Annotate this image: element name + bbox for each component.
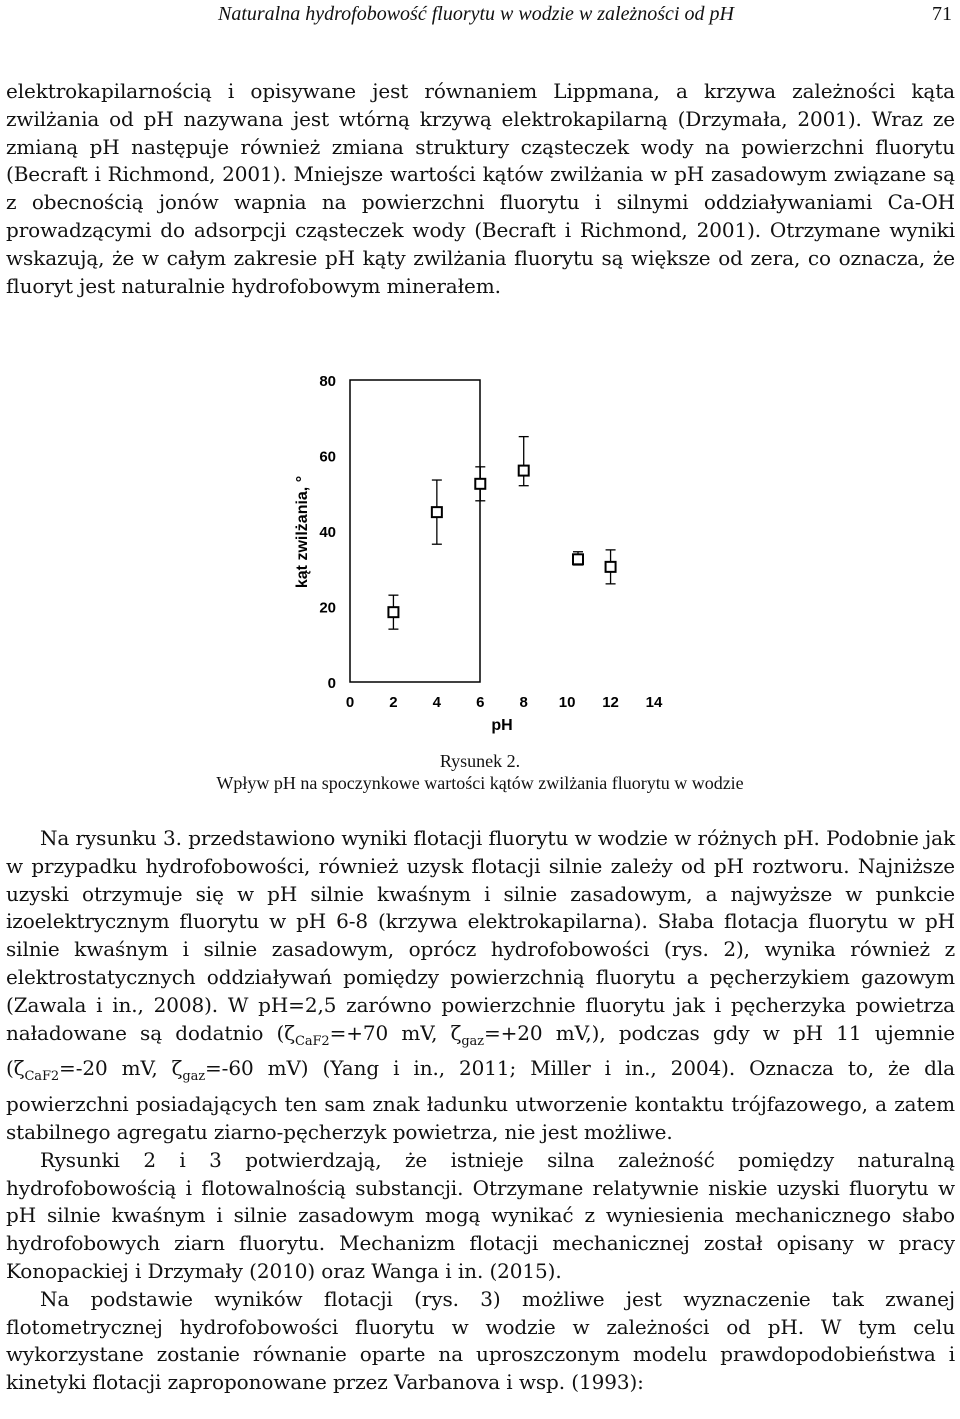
paragraph-3: Rysunki 2 i 3 potwierdzają, że istnieje silna zależność pomiędzy naturalną hydrofobowością i flotowalnością substancji. Otrzymane relatywnie niskie uzyski fluorytu w pH silnie kwaśnym i silnie zasadowym mogą wynikać z wyniesienia mechanicznego słabo hydrofobowych ziarn fluorytu. Mechanizm flotacji mechanicznej został opisany w pracy Konopackiej i Drzymały (2010) oraz Wanga i in. (2015). (6, 1147, 955, 1283)
figure-caption: Wpływ pH na spoczynkowe wartości kątów zwilżania fluorytu w wodzie (216, 773, 744, 793)
x-tick-label: 6 (476, 694, 485, 711)
x-tick-label: 10 (558, 694, 576, 711)
data-point (606, 562, 616, 572)
running-title: Naturalna hydrofobowość fluorytu w wodzie w zależności od pH (218, 3, 734, 25)
paragraph-2 (6, 825, 955, 1147)
y-tick-label: 0 (327, 675, 336, 692)
paragraph-1-text: elektrokapilarnością i opisywane jest równaniem Lippmana, a krzywa zależności kąta zwilżania od pH nazywana jest wtórną krzywą elektrokapilarną (Drzymała, 2001). Wraz ze zmianą pH następuje również zmiana struktury cząsteczek wody na powierzchni fluorytu (Becraft i Richmond, 2001). Mniejsze wartości kątów zwilżania w pH zasadowym związane są z obecnością jonów wapnia na powierzchni fluorytu i silnymi oddziaływaniami Ca-OH prowadzącymi do adsorpcji cząsteczek wody (Becraft i Richmond, 2001). Otrzymane wyniki wskazują, że w całym zakresie pH kąty zwilżania fluorytu są większe od zera, co oznacza, że fluoryt jest naturalnie hydrofobowym minerałem. (6, 79, 955, 298)
y-tick-label: 60 (319, 448, 336, 466)
data-point (519, 466, 529, 476)
page-number: 71 (932, 3, 952, 25)
contact-angle-chart (0, 360, 960, 750)
paragraph-4: Na podstawie wyników flotacji (rys. 3) możliwe jest wyznaczenie tak zwanej flotometrycznej hydrofobowości fluorytu w wodzie w zależności od pH. W tym celu wykorzystane zostanie równanie oparte na uproszczonym modelu prawdopodobieństwa i kinetyki flotacji zaproponowane przez Varbanova i wsp. (1993): (6, 1286, 955, 1395)
paragraph-2-text: =-60 mV) (Yang i in., 2011; Miller i in., 2004). Oznacza to, że dla powierzchni posiadających ten sam znak ładunku utworzenie kontaktu trójfazowego, a zatem stabilnego agregatu ziarno-pęcherzyk powietrza, nie jest możliwe. (6, 1056, 955, 1144)
paragraph-2-text: =+70 mV, ζ (329, 1020, 462, 1045)
figure-label: Rysunek 2. (439, 751, 521, 771)
zeta-subscript-caf2: CaF2 (24, 1069, 60, 1085)
y-tick-label: 80 (319, 373, 336, 390)
data-point (432, 507, 442, 517)
y-tick-label: 40 (319, 524, 336, 541)
plot-frame (350, 380, 480, 682)
y-tick-label: 20 (319, 599, 336, 617)
paragraph-2-text: =+20 mV,), podczas gdy w pH 11 ujemnie (ζ (6, 1020, 955, 1081)
x-axis-label: pH (491, 717, 513, 734)
data-point (475, 479, 485, 489)
y-axis-label: kąt zwilżania, ° (294, 475, 311, 589)
x-tick-label: 2 (389, 694, 398, 711)
x-tick-label: 14 (645, 694, 663, 711)
data-point (388, 607, 398, 617)
x-tick-label: 4 (432, 694, 442, 711)
x-tick-label: 12 (602, 694, 619, 711)
figure-2 (0, 360, 960, 800)
paragraph-2-text: =-20 mV, ζ (59, 1056, 183, 1081)
running-header (0, 0, 960, 40)
paragraph-1 (6, 78, 955, 300)
body-text-lower (6, 825, 955, 1397)
zeta-subscript-gaz: gaz (182, 1069, 205, 1085)
paragraph-2-text: Na rysunku 3. przedstawiono wyniki flotacji fluorytu w wodzie w różnych pH. Podobnie jak w przypadku hydrofobowości, również uzysk flotacji silnie zależy od pH roztworu. Najniższe uzyski otrzymuje się w pH silnie kwaśnym i silnie zasadowym, a najwyższe w punkcie izoelektrycznym fluorytu w pH 6-8 (krzywa elektrokapilarna). Słaba flotacja fluorytu w pH silnie kwaśnym i silnie zasadowym, oprócz hydrofobowości (rys. 2), wynika również z elektrostatycznych oddziaływań pomiędzy powierzchnią fluorytu a pęcherzykiem gazowym (Zawala i in., 2008). W pH=2,5 zarówno powierzchnie fluorytu jak i pęcherzyka powietrza naładowane są dodatnio (ζ (6, 826, 955, 1045)
x-tick-label: 8 (519, 694, 528, 711)
zeta-subscript-caf2: CaF2 (295, 1033, 330, 1049)
x-tick-label: 0 (345, 694, 355, 711)
zeta-subscript-gaz: gaz (461, 1033, 484, 1049)
data-point (573, 554, 583, 564)
